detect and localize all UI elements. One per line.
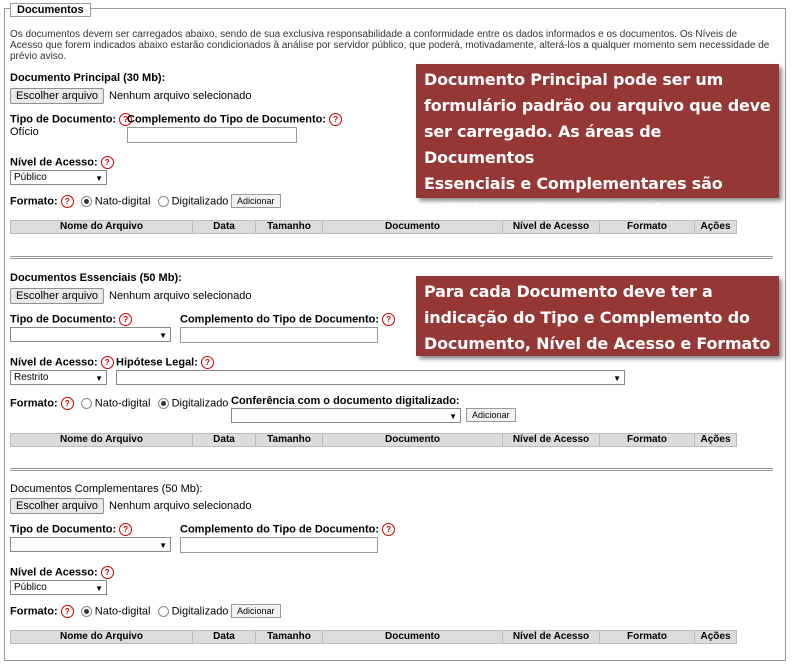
callout-line: exibidas conforme o tipo de processo <box>424 200 755 219</box>
help-icon[interactable]: ? <box>101 566 114 579</box>
callout-line: Para cada Documento deve ter a <box>424 282 713 301</box>
callout-line: formulário padrão ou arquivo que deve <box>424 96 771 115</box>
callout-line: Documento, Nível de Acesso e Formato <box>424 334 771 353</box>
complementares-nivel-select[interactable] <box>10 580 107 595</box>
complementares-digitalizado-radio[interactable] <box>158 606 169 617</box>
complementares-complemento-input[interactable] <box>180 537 378 553</box>
essenciais-hipotese-select[interactable] <box>116 370 625 385</box>
principal-title: Documento Principal (30 Mb): <box>10 72 166 84</box>
complementares-no-file-text: Nenhum arquivo selecionado <box>109 500 252 512</box>
essenciais-tipo-label: Tipo de Documento: <box>10 313 117 326</box>
chevron-down-icon: ▼ <box>95 174 103 183</box>
complementares-nivel-label: Nível de Acesso: <box>10 566 98 579</box>
essenciais-table-header <box>10 433 737 447</box>
essenciais-no-file-text: Nenhum arquivo selecionado <box>109 290 252 302</box>
separator <box>10 256 773 259</box>
col-data: Data <box>193 434 256 446</box>
col-data: Data <box>193 221 256 233</box>
callout-line: Documento Principal pode ser um <box>424 70 724 89</box>
help-icon[interactable]: ? <box>329 113 342 126</box>
essenciais-formato-label: Formato: <box>10 397 58 410</box>
principal-add-button[interactable]: Adicionar <box>231 194 281 208</box>
principal-complemento-label: Complemento do Tipo de Documento: <box>127 113 327 126</box>
col-nome: Nome do Arquivo <box>11 631 193 643</box>
principal-digitalizado-label: Digitalizado <box>171 195 229 208</box>
essenciais-hipotese-label: Hipótese Legal: <box>116 356 198 369</box>
chevron-down-icon: ▼ <box>613 374 621 383</box>
help-icon[interactable]: ? <box>382 523 395 536</box>
principal-nato-radio[interactable] <box>81 196 92 207</box>
principal-nato-label: Nato-digital <box>94 195 151 208</box>
col-nome: Nome do Arquivo <box>11 434 193 446</box>
complementares-title: Documentos Complementares (50 Mb): <box>10 483 203 495</box>
col-formato: Formato <box>600 631 695 643</box>
essenciais-digitalizado-label: Digitalizado <box>171 397 229 410</box>
chevron-down-icon: ▼ <box>95 374 103 383</box>
col-formato: Formato <box>600 221 695 233</box>
col-documento: Documento <box>323 434 503 446</box>
col-acoes: Ações <box>700 221 731 232</box>
separator <box>10 468 773 471</box>
essenciais-choose-file-button[interactable]: Escolher arquivo <box>10 288 104 304</box>
chevron-down-icon: ▼ <box>159 331 167 340</box>
complementares-choose-file-button[interactable]: Escolher arquivo <box>10 498 104 514</box>
help-icon[interactable]: ? <box>101 156 114 169</box>
intro-text: Os documentos devem ser carregados abaixo, sendo de sua exclusiva responsabilidade a conformidade entre os dados informados e os documentos. Os Níveis de Acesso que forem indicados abaixo estarão condicionados à análise por servidor público, que poderá, motivadamente, alterá-los a qualquer momento sem necessidade de prévio aviso. <box>10 29 770 62</box>
essenciais-nato-label: Nato-digital <box>94 397 151 410</box>
principal-nivel-value: Público <box>14 172 47 183</box>
col-tamanho: Tamanho <box>256 221 323 233</box>
callout-essenciais <box>416 276 779 356</box>
help-icon[interactable]: ? <box>119 313 132 326</box>
help-icon[interactable]: ? <box>119 113 132 126</box>
principal-choose-file-button[interactable]: Escolher arquivo <box>10 88 104 104</box>
principal-no-file-text: Nenhum arquivo selecionado <box>109 90 252 102</box>
complementares-nivel-value: Público <box>14 582 47 593</box>
essenciais-add-button[interactable]: Adicionar <box>466 408 516 422</box>
col-nome: Nome do Arquivo <box>11 221 193 233</box>
essenciais-nivel-label: Nível de Acesso: <box>10 356 98 369</box>
complementares-nato-radio[interactable] <box>81 606 92 617</box>
complementares-table-header <box>10 630 737 644</box>
essenciais-title: Documentos Essenciais (50 Mb): <box>10 272 182 284</box>
help-icon[interactable]: ? <box>101 356 114 369</box>
complementares-tipo-select[interactable] <box>10 537 171 552</box>
complementares-add-button[interactable]: Adicionar <box>231 604 281 618</box>
col-nivel: Nível de Acesso <box>503 221 600 233</box>
essenciais-nivel-select[interactable] <box>10 370 107 385</box>
essenciais-digitalizado-radio[interactable] <box>158 398 169 409</box>
callout-line: indicação do Tipo e Complemento do <box>424 308 750 327</box>
principal-formato-label: Formato: <box>10 195 58 208</box>
essenciais-conferencia-select[interactable] <box>231 408 461 423</box>
chevron-down-icon: ▼ <box>159 541 167 550</box>
col-documento: Documento <box>323 221 503 233</box>
col-acoes: Ações <box>700 631 731 642</box>
callout-line: ser carregado. As áreas de Documentos <box>424 122 662 167</box>
principal-complemento-input[interactable] <box>127 127 297 143</box>
callout-line: Essenciais e Complementares são <box>424 174 723 193</box>
col-tamanho: Tamanho <box>256 631 323 643</box>
essenciais-complemento-input[interactable] <box>180 327 378 343</box>
complementares-digitalizado-label: Digitalizado <box>171 605 229 618</box>
col-data: Data <box>193 631 256 643</box>
col-acoes: Ações <box>700 434 731 445</box>
col-tamanho: Tamanho <box>256 434 323 446</box>
help-icon[interactable]: ? <box>61 195 74 208</box>
essenciais-tipo-select[interactable] <box>10 327 171 342</box>
essenciais-nivel-value: Restrito <box>14 372 49 383</box>
col-nivel: Nível de Acesso <box>503 631 600 643</box>
complementares-tipo-label: Tipo de Documento: <box>10 523 117 536</box>
col-nivel: Nível de Acesso <box>503 434 600 446</box>
complementares-complemento-label: Complemento do Tipo de Documento: <box>180 523 380 536</box>
chevron-down-icon: ▼ <box>449 412 457 421</box>
chevron-down-icon: ▼ <box>95 584 103 593</box>
callout-principal <box>416 64 779 219</box>
help-icon[interactable]: ? <box>61 397 74 410</box>
col-formato: Formato <box>600 434 695 446</box>
principal-tipo-value: Ofício <box>10 126 39 138</box>
help-icon[interactable]: ? <box>201 356 214 369</box>
principal-nivel-label: Nível de Acesso: <box>10 156 98 169</box>
principal-tipo-label: Tipo de Documento: <box>10 113 117 126</box>
section-legend: Documentos <box>10 3 91 17</box>
essenciais-nato-radio[interactable] <box>81 398 92 409</box>
help-icon[interactable]: ? <box>382 313 395 326</box>
essenciais-complemento-label: Complemento do Tipo de Documento: <box>180 313 380 326</box>
help-icon[interactable]: ? <box>119 523 132 536</box>
complementares-formato-label: Formato: <box>10 605 58 618</box>
principal-nivel-select[interactable] <box>10 170 107 185</box>
essenciais-conferencia-label: Conferência com o documento digitalizado: <box>231 395 460 407</box>
help-icon[interactable]: ? <box>61 605 74 618</box>
col-documento: Documento <box>323 631 503 643</box>
complementares-nato-label: Nato-digital <box>94 605 151 618</box>
principal-digitalizado-radio[interactable] <box>158 196 169 207</box>
